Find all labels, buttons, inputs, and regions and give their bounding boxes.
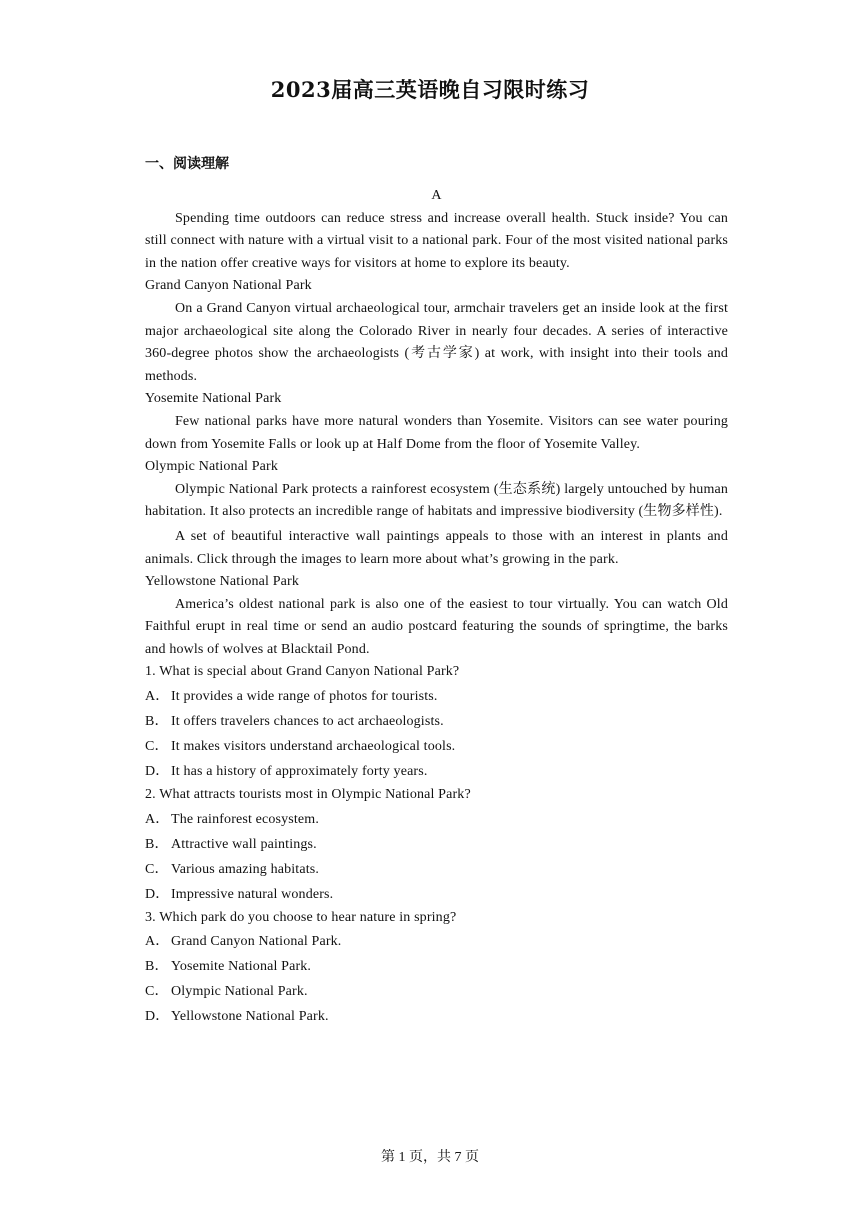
answer-option xyxy=(145,709,728,734)
option-text: Attractive wall paintings. xyxy=(171,836,317,852)
option-text: Various amazing habitats. xyxy=(171,861,319,877)
park-paragraph: A set of beautiful interactive wall paintings appeals to those with an interest in plants and animals. Click through the images to learn more about what’s growing in the park. xyxy=(145,528,728,567)
park-section-yellowstone xyxy=(145,571,728,661)
answer-option xyxy=(145,1004,728,1029)
page-footer: 第 1 页，共 7 页 xyxy=(381,1150,479,1165)
document-content xyxy=(145,185,728,1029)
option-text: It makes visitors understand archaeological tools. xyxy=(171,739,456,755)
option-letter: A． xyxy=(145,934,170,950)
answer-option xyxy=(145,979,728,1004)
option-letter: C． xyxy=(145,984,169,1000)
page-title: 2023届高三英语晚自习限时练习 xyxy=(270,77,590,102)
park-paragraph: Olympic National Park protects a rainforest ecosystem (生态系统) largely untouched by human habitation. It also protects an incredible range of habitats and impressive biodiversity (生物多样性). xyxy=(145,481,728,520)
answer-option xyxy=(145,684,728,709)
question-3 xyxy=(145,907,728,1030)
option-text: It has a history of approximately forty years. xyxy=(171,764,428,780)
park-paragraph: On a Grand Canyon virtual archaeological tour, armchair travelers get an inside look at the first major archaeological site along the Colorado River in nearly four decades. A series of interactive 360-degree photos show the archaeologists (考古学家) at work, with insight into their tools and methods. xyxy=(145,300,728,384)
question-stem: 2. What attracts tourists most in Olympic National Park? xyxy=(145,787,471,803)
park-heading: Grand Canyon National Park xyxy=(145,278,312,294)
option-text: Olympic National Park. xyxy=(171,984,308,1000)
option-text: The rainforest ecosystem. xyxy=(171,811,319,827)
answer-option xyxy=(145,734,728,759)
option-letter: A． xyxy=(145,689,170,705)
question-1 xyxy=(145,661,728,784)
option-letter: B． xyxy=(145,714,169,730)
answer-option xyxy=(145,929,728,954)
intro-paragraph: Spending time outdoors can reduce stress and increase overall health. Stuck inside? You can still connect with nature with a virtual visit to a national park. Four of the most visited national parks in the nation offer creative ways for visitors at home to explore its beauty. xyxy=(145,210,728,271)
park-section-olympic xyxy=(145,456,728,571)
passage-label: A xyxy=(431,188,442,203)
answer-option xyxy=(145,832,728,857)
option-letter: B． xyxy=(145,836,169,852)
option-letter: D． xyxy=(145,886,170,902)
question-2 xyxy=(145,784,728,907)
option-text: Yosemite National Park. xyxy=(171,959,312,975)
answer-option xyxy=(145,807,728,832)
park-section-grand-canyon xyxy=(145,275,728,388)
answer-option xyxy=(145,759,728,784)
park-heading: Yosemite National Park xyxy=(145,391,282,407)
park-paragraph: America’s oldest national park is also one of the easiest to tour virtually. You can watch Old Faithful erupt in real time or send an audio postcard featuring the sounds of springtime, the barks and howls of wolves at Blacktail Pond. xyxy=(145,596,728,657)
option-letter: B． xyxy=(145,959,169,975)
section-heading: 一、阅读理解 xyxy=(145,156,229,172)
park-section-yosemite xyxy=(145,388,728,456)
option-text: Impressive natural wonders. xyxy=(171,886,334,902)
question-stem: 1. What is special about Grand Canyon National Park? xyxy=(145,664,460,680)
park-heading: Olympic National Park xyxy=(145,459,279,475)
park-paragraph: Few national parks have more natural wonders than Yosemite. Visitors can see water pouring down from Yosemite Falls or look up at Half Dome from the floor of Yosemite Valley. xyxy=(145,413,728,452)
option-letter: D． xyxy=(145,764,170,780)
park-heading: Yellowstone National Park xyxy=(145,574,299,590)
answer-option xyxy=(145,882,728,907)
option-letter: D． xyxy=(145,1009,170,1025)
option-text: Grand Canyon National Park. xyxy=(171,934,342,950)
option-letter: C． xyxy=(145,739,169,755)
option-text: It provides a wide range of photos for tourists. xyxy=(171,689,438,705)
option-letter: C． xyxy=(145,861,169,877)
answer-option xyxy=(145,954,728,979)
option-text: It offers travelers chances to act archaeologists. xyxy=(171,714,444,730)
answer-option xyxy=(145,857,728,882)
option-text: Yellowstone National Park. xyxy=(171,1009,329,1025)
option-letter: A． xyxy=(145,811,170,827)
question-stem: 3. Which park do you choose to hear nature in spring? xyxy=(145,909,457,925)
